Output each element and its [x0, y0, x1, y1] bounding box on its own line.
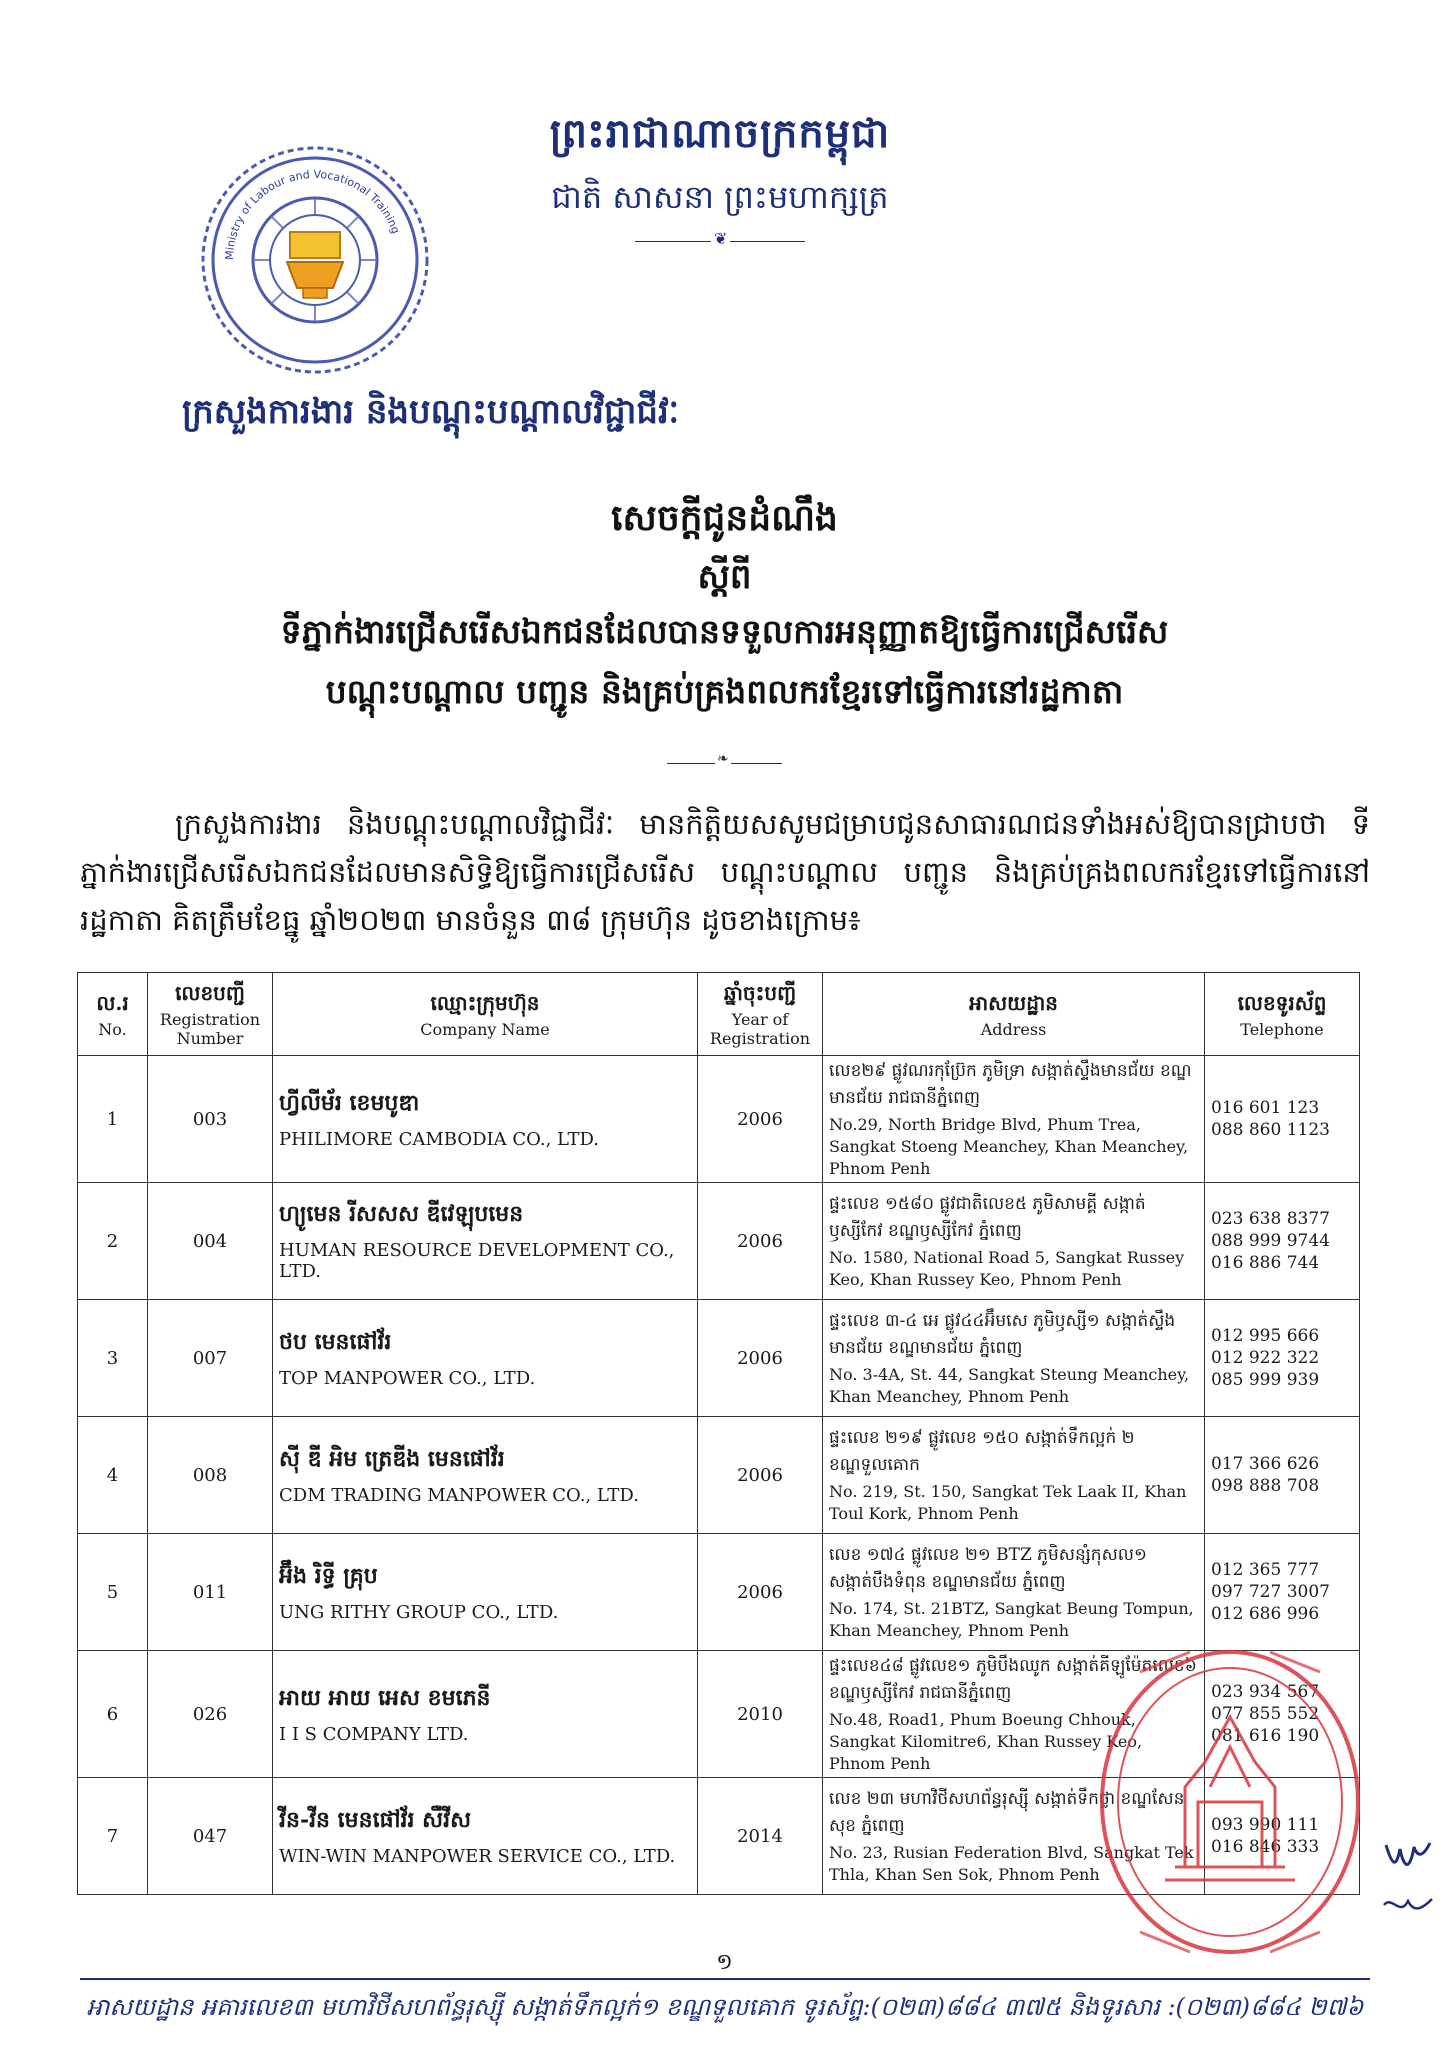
header-registration: លេខបញ្ជី Registration Number [148, 973, 273, 1056]
telephone: 093 990 111 016 846 333 [1205, 1778, 1360, 1895]
announcement-subject-line-2: បណ្តុះបណ្តាល បញ្ជូន និងគ្រប់គ្រងពលករខ្មែរទៅធ្វើការនៅរដ្ឋកាតា [325, 672, 1124, 711]
announcement-subject-word: ស្តីពី [697, 557, 752, 597]
handwritten-signature [1378, 1825, 1438, 1935]
company-address: ផ្ទះលេខ ២១៩ ផ្លូវលេខ ១៥០ សង្កាត់ទឹកល្អក់ ២ ខណ្ឌទួលគោក No. 219, St. 150, Sangkat Tek Laak II, Khan Toul Kork, Phnom Penh [823, 1417, 1205, 1534]
table-row [78, 1417, 1360, 1534]
registration-number: 004 [148, 1183, 273, 1300]
intro-text: ក្រសួងការងារ និងបណ្តុះបណ្តាលវិជ្ជាជីវៈ មានកិត្តិយសសូមជម្រាបជូនសាធារណជនទាំងអស់ឱ្យបានជ្រាបថា ទីភ្នាក់ងារជ្រើសរើសឯកជនដែលមានសិទ្ធិឱ្យធ្វើការជ្រើសរើស បណ្តុះបណ្តាល បញ្ជូន និងគ្រប់គ្រងពលករខ្មែរទៅធ្វើការនៅរដ្ឋកាតា គិតត្រឹមខែធ្នូ ឆ្នាំ២០២៣ មានចំនួន ៣៨ ក្រុមហ៊ុន ដូចខាងក្រោម៖ [80, 807, 1370, 937]
registration-year: 2006 [698, 1534, 823, 1651]
footer-address: អាសយដ្ឋាន អគារលេខ៣ មហាវិថីសហព័ន្ធរុស្ស៊ី សង្កាត់ទឹកល្អក់១ ខណ្ឌទួលគោក ទូរស័ព្ទ:(០២៣)៨៨៤ ៣៧៥ និងទូរសារ :(០២៣)៨៨៤ ២៧៦ [86, 1993, 1364, 2021]
row-number: 3 [78, 1300, 148, 1417]
registration-number: 026 [148, 1651, 273, 1778]
kingdom-header [440, 108, 1000, 246]
kingdom-title: ព្រះរាជាណាចក្រកម្ពុជា [549, 110, 891, 157]
telephone: 017 366 626 098 888 708 [1205, 1417, 1360, 1534]
page-number: ១ [716, 1950, 733, 1975]
ministry-name: ក្រសួងការងារ និងបណ្តុះបណ្តាលវិជ្ជាជីវៈ [182, 392, 680, 432]
table-header-row [78, 973, 1360, 1056]
company-name: អាយ អាយ អេស ខមភេនី I I S COMPANY LTD. [273, 1651, 698, 1778]
company-address: លេខ ១៧៤ ផ្លូវលេខ ២១ BTZ ភូមិសន្សំកុសល១ សង្កាត់បឹងទំពុន ខណ្ឌមានជ័យ ភ្នំពេញ No. 174, St. 21BTZ, Sangkat Beung Tompun, Khan Meanchey, Phnom Penh [823, 1534, 1205, 1651]
announcement-title: សេចក្តីជូនដំណឹង [611, 497, 838, 539]
company-name: អ៊ឹង រិទ្ធី គ្រុប UNG RITHY GROUP CO., LTD. [273, 1534, 698, 1651]
company-address: ផ្ទះលេខ ១៥៨០ ផ្លូវជាតិលេខ៥ ភូមិសាមគ្គី សង្កាត់ឫស្សីកែវ ខណ្ឌឫស្សីកែវ ភ្នំពេញ No. 1580, National Road 5, Sangkat Russey Keo, Khan Russey Keo, Phnom Penh [823, 1183, 1205, 1300]
company-address: ផ្ទះលេខ ៣-៤ អេ ផ្លូវ៤៤អ៊ឹមសេ ភូមិឫស្សី១ សង្កាត់ស្ទឹងមានជ័យ ខណ្ឌមានជ័យ ភ្នំពេញ No. 3-4A, St. 44, Sangkat Steung Meanchey, Khan Meanchey, Phnom Penh [823, 1300, 1205, 1417]
company-address: ផ្ទះលេខ៤៨ ផ្លូវលេខ១ ភូមិបឹងឈូក សង្កាត់គីឡូម៉ែតលេខ៦ ខណ្ឌឫស្សីកែវ រាជធានីភ្នំពេញ No.48, Road1, Phum Boeung Chhouk, Sangkat Kilomitre6, Khan Russey Keo, Phnom Penh [823, 1651, 1205, 1778]
title-separator [667, 760, 782, 766]
telephone: 023 638 8377 088 999 9744 016 886 744 [1205, 1183, 1360, 1300]
intro-paragraph [80, 800, 1370, 944]
header-company: ឈ្មោះក្រុមហ៊ុន Company Name [273, 973, 698, 1056]
telephone: 012 995 666 012 922 322 085 999 939 [1205, 1300, 1360, 1417]
registration-number: 008 [148, 1417, 273, 1534]
row-number: 1 [78, 1056, 148, 1183]
table-row [78, 1300, 1360, 1417]
telephone: 016 601 123 088 860 1123 [1205, 1056, 1360, 1183]
ministry-seal-logo [195, 140, 435, 380]
registration-year: 2006 [698, 1056, 823, 1183]
registration-number: 047 [148, 1778, 273, 1895]
registration-year: 2006 [698, 1300, 823, 1417]
row-number: 6 [78, 1651, 148, 1778]
seal-text: Ministry of Labour and Vocational Training [222, 167, 403, 261]
registration-year: 2010 [698, 1651, 823, 1778]
company-name: ស៊ី ឌី អិម ត្រេឌីង មេនផៅវ័រ CDM TRADING MANPOWER CO., LTD. [273, 1417, 698, 1534]
footer-divider [80, 1978, 1370, 1980]
header-no: ល.រ No. [78, 973, 148, 1056]
row-number: 7 [78, 1778, 148, 1895]
registration-number: 003 [148, 1056, 273, 1183]
registration-year: 2006 [698, 1183, 823, 1300]
company-name: វីន-វីន មេនផៅវ័រ សឺវីស WIN-WIN MANPOWER SERVICE CO., LTD. [273, 1778, 698, 1895]
national-motto: ជាតិ សាសនា ព្រះមហាក្សត្រ [551, 178, 889, 216]
company-name: ថប មេនផៅវ័រ TOP MANPOWER CO., LTD. [273, 1300, 698, 1417]
row-number: 2 [78, 1183, 148, 1300]
company-address: លេខ ២៣ មហាវិថីសហព័ន្ធរុស្ស៊ី សង្កាត់ទឹកថ្លា ខណ្ឌសែនសុខ ភ្នំពេញ No. 23, Rusian Federation Blvd, Sangkat Tek Thla, Khan Sen Sok, Phnom Penh [823, 1778, 1205, 1895]
telephone: 023 934 567 077 855 552 081 616 190 [1205, 1651, 1360, 1778]
header-address: អាសយដ្ឋាន Address [823, 973, 1205, 1056]
registration-year: 2014 [698, 1778, 823, 1895]
header-year: ឆ្នាំចុះបញ្ជី Year of Registration [698, 973, 823, 1056]
official-stamp [1080, 1612, 1370, 1972]
registration-year: 2006 [698, 1417, 823, 1534]
table-row [78, 1183, 1360, 1300]
company-address: លេខ២៩ ផ្លូវណរកុប្រ៊ែក ភូមិទ្រា សង្កាត់ស្ទឹងមានជ័យ ខណ្ឌមានជ័យ រាជធានីភ្នំពេញ No.29, North Bridge Blvd, Phum Trea, Sangkat Stoeng Meanchey, Khan Meanchey, Phnom Penh [823, 1056, 1205, 1183]
row-number: 5 [78, 1534, 148, 1651]
row-number: 4 [78, 1417, 148, 1534]
registration-number: 011 [148, 1534, 273, 1651]
header-ornament [635, 238, 805, 246]
registration-number: 007 [148, 1300, 273, 1417]
header-telephone: លេខទូរស័ព្ទ Telephone [1205, 973, 1360, 1056]
telephone: 012 365 777 097 727 3007 012 686 996 [1205, 1534, 1360, 1651]
table-row [78, 1056, 1360, 1183]
company-name: ហ្យូមេន រីសសស ឌីវេឡុបមេន HUMAN RESOURCE DEVELOPMENT CO., LTD. [273, 1183, 698, 1300]
announcement-subject-line-1: ទីភ្នាក់ងារជ្រើសរើសឯកជនដែលបានទទួលការអនុញ្ញាតឱ្យធ្វើការជ្រើសរើស [280, 612, 1169, 651]
company-name: ហ្វីលីម័រ ខេមបូឌា PHILIMORE CAMBODIA CO., LTD. [273, 1056, 698, 1183]
